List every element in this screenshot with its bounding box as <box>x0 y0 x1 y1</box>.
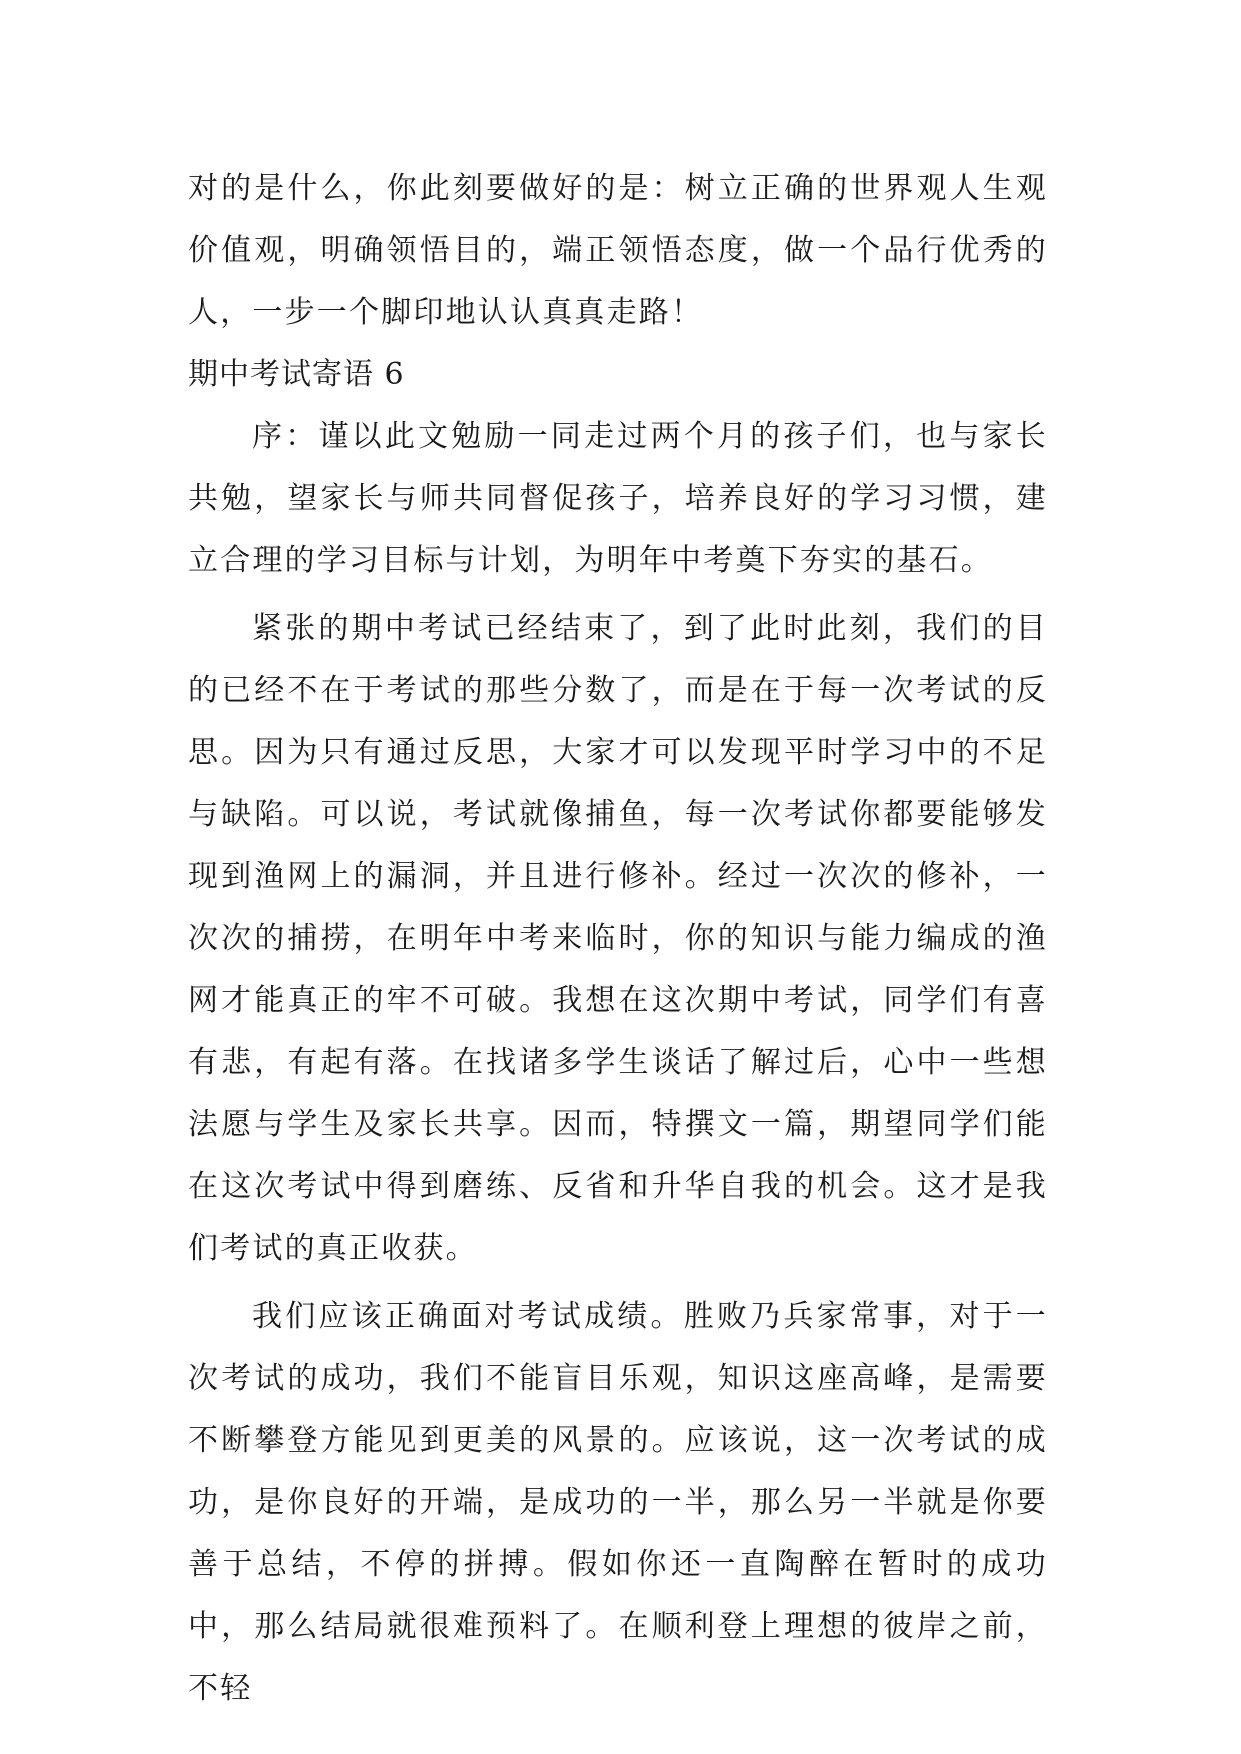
paragraph-continuation: 对的是什么，你此刻要做好的是：树立正确的世界观人生观价值观，明确领悟目的，端正领悟态度，做一个品行优秀的人，一步一个脚印地认认真真走路！ <box>188 171 1048 330</box>
section-heading: 期中考试寄语 6 <box>188 357 405 392</box>
paragraph-preface: 序：谨以此文勉励一同走过两个月的孩子们，也与家长共勉，望家长与师共同督促孩子，培养良好的学习习惯，建立合理的学习目标与计划，为明年中考奠下夯实的基石。 <box>188 419 1048 578</box>
paragraph-reflection: 紧张的期中考试已经结束了，到了此时此刻，我们的目的已经不在于考试的那些分数了，而是在于每一次考试的反思。因为只有通过反思，大家才可以发现平时学习中的不足与缺陷。可以说，考试就像捕鱼，每一次考试你都要能够发现到渔网上的漏洞，并且进行修补。经过一次次的修补，一次次的捕捞，在明年中考来临时，你的知识与能力编成的渔网才能真正的牢不可破。我想在这次期中考试，同学们有喜有悲，有起有落。在找诸多学生谈话了解过后，心中一些想法愿与学生及家长共享。因而，特撰文一篇，期望同学们能在这次考试中得到磨练、反省和升华自我的机会。这才是我们考试的真正收获。 <box>188 611 1048 1266</box>
paragraph-results: 我们应该正确面对考试成绩。胜败乃兵家常事，对于一次考试的成功，我们不能盲目乐观，知识这座高峰，是需要不断攀登方能见到更美的风景的。应该说，这一次考试的成功，是你良好的开端，是成功的一半，那么另一半就是你要善于总结，不停的拼搏。假如你还一直陶醉在暂时的成功中，那么结局就很难预料了。在顺利登上理想的彼岸之前，不轻 <box>188 1299 1048 1706</box>
document-body <box>188 158 1048 1720</box>
